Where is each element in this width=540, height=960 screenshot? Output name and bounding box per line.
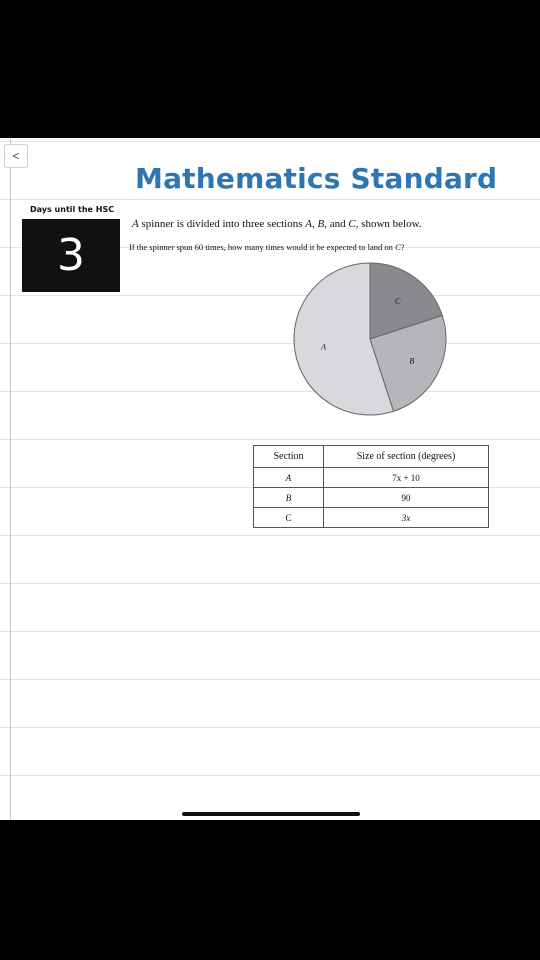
table-header-section: Section bbox=[254, 446, 324, 468]
table-header-row bbox=[254, 446, 489, 468]
countdown-box bbox=[22, 219, 120, 292]
section-table bbox=[253, 445, 489, 528]
spinner-pie bbox=[292, 261, 448, 417]
pie-label-b: B bbox=[409, 356, 415, 366]
page-title: Mathematics Standard bbox=[135, 162, 498, 195]
table-cell-section: B bbox=[254, 488, 324, 508]
table-header-size: Size of section (degrees) bbox=[324, 446, 489, 468]
countdown-label: Days until the HSC bbox=[30, 205, 115, 214]
pie-label-c: C bbox=[394, 296, 401, 306]
question-line-1: A spinner is divided into three sections A, B, and C, shown below. bbox=[132, 218, 422, 230]
back-button[interactable] bbox=[4, 144, 28, 168]
question-line-2: If the spinner spun 60 times, how many times would it be expected to land on C? bbox=[129, 242, 405, 252]
table-cell-section: A bbox=[254, 468, 324, 488]
margin-line bbox=[10, 138, 11, 820]
table-row bbox=[254, 508, 489, 528]
pie-label-a: A bbox=[321, 342, 327, 352]
countdown-value: 3 bbox=[57, 229, 85, 281]
table-row bbox=[254, 488, 489, 508]
worksheet-page bbox=[0, 138, 540, 820]
table-cell-section: C bbox=[254, 508, 324, 528]
table-cell-size: 7x + 10 bbox=[324, 468, 489, 488]
chevron-left-icon: < bbox=[12, 149, 20, 163]
table-row bbox=[254, 468, 489, 488]
table-cell-size: 3x bbox=[324, 508, 489, 528]
table-cell-size: 90 bbox=[324, 488, 489, 508]
home-indicator[interactable] bbox=[182, 812, 360, 816]
